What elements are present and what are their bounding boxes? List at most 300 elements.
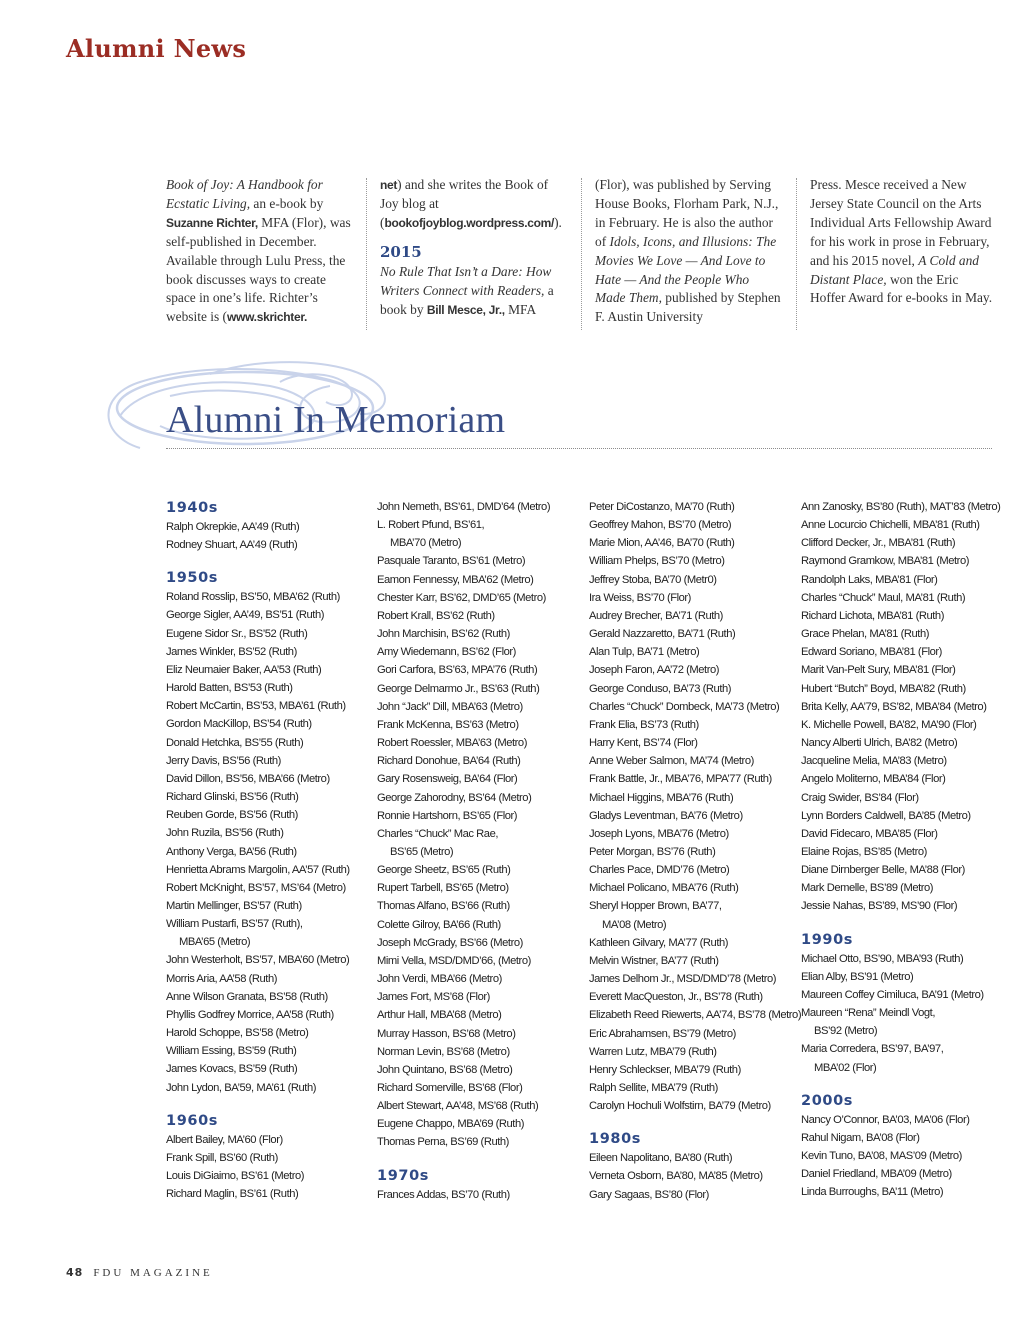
entry-text: Eugene Chappo, MBA’69 (Ruth) xyxy=(377,1118,525,1131)
entry-text: Maureen Coffey Cimiluca, BA’91 (Metro) xyxy=(801,988,984,1001)
memoriam-entry xyxy=(589,752,789,770)
memoriam-entry xyxy=(377,807,577,825)
entry-text: Gordon MacKillop, BS’54 (Ruth) xyxy=(166,718,312,731)
entry-text: Morris Aria, AA’58 (Ruth) xyxy=(166,972,278,985)
memoriam-entry xyxy=(377,1186,577,1204)
entry-text: Richard Lichota, MBA’81 (Ruth) xyxy=(801,609,944,622)
entry-text: Marie Mion, AA’46, BA’70 (Ruth) xyxy=(589,537,735,550)
memoriam-entry xyxy=(377,661,577,679)
memoriam-entry xyxy=(166,951,366,969)
entry-text: Elizabeth Reed Riewerts, AA’74, BS’78 (Metro) xyxy=(589,1009,802,1022)
news-column-3 xyxy=(595,176,781,327)
decade-heading: 1940s xyxy=(166,500,218,516)
entry-text: Martin Mellinger, BS’57 (Ruth) xyxy=(166,899,302,912)
memoriam-entry xyxy=(166,1024,366,1042)
memoriam-entry xyxy=(377,625,577,643)
memoriam-entry xyxy=(801,698,1001,716)
entry-text: Elaine Rojas, BS’85 (Metro) xyxy=(801,845,927,858)
entry-continuation: BS’92 (Metro) xyxy=(814,1025,878,1038)
entry-text: Rahul Nigam, BA’08 (Flor) xyxy=(801,1131,920,1144)
entry-text: Charles “Chuck” Maul, MA’81 (Ruth) xyxy=(801,591,966,604)
entry-text: Michael Policano, MBA’76 (Ruth) xyxy=(589,882,739,895)
memoriam-entry xyxy=(166,897,366,915)
memoriam-entry xyxy=(589,625,789,643)
memoriam-entry xyxy=(166,661,366,679)
memoriam-entry xyxy=(589,770,789,788)
entry-text: David Dillon, BS’56, MBA’66 (Metro) xyxy=(166,772,330,785)
page-footer xyxy=(66,1266,213,1279)
entry-text: Henry Schleckser, MBA’79 (Ruth) xyxy=(589,1063,741,1076)
entry-text: Edward Soriano, MBA’81 (Flor) xyxy=(801,646,942,659)
memoriam-entry xyxy=(589,789,789,807)
entry-text: John Marchisin, BS’62 (Ruth) xyxy=(377,628,510,641)
memoriam-entry xyxy=(801,879,1001,897)
memoriam-entry xyxy=(801,534,1001,552)
news-text: Press. Mesce received a New Jersey State Council on the Arts Individual Arts Fellowship Award for his work in prose in February, and his 2015 novel, xyxy=(810,177,992,268)
entry-text: Peter DiCostanzo, MA’70 (Ruth) xyxy=(589,501,735,513)
entry-text: Rupert Tarbell, BS’65 (Metro) xyxy=(377,882,509,895)
memoriam-title: Alumni In Memoriam xyxy=(166,399,506,441)
entry-text: Anne Locurcio Chichelli, MBA’81 (Ruth) xyxy=(801,519,980,532)
memoriam-column-3 xyxy=(589,498,802,1204)
entry-text: Mark Demelle, BS’89 (Metro) xyxy=(801,882,934,895)
news-text: MFA xyxy=(504,301,537,317)
news-column-4 xyxy=(810,176,996,308)
entry-text: Melvin Wistner, BA’77 (Ruth) xyxy=(589,954,719,967)
memoriam-entry xyxy=(801,825,1001,843)
memoriam-entry xyxy=(166,752,366,770)
memoriam-entry xyxy=(166,770,366,788)
memoriam-entry xyxy=(801,1183,1001,1201)
entry-text: Chester Karr, BS’62, DMD’65 (Metro) xyxy=(377,591,546,604)
entry-text: Murray Hasson, BS’68 (Metro) xyxy=(377,1027,516,1040)
memoriam-entry xyxy=(166,518,366,536)
entry-text: Raymond Gramkow, MBA’81 (Metro) xyxy=(801,555,969,568)
alumni-name: Bill Mesce, Jr., xyxy=(426,302,505,317)
entry-text: Eric Abrahamsen, BS’79 (Metro) xyxy=(589,1027,736,1040)
entry-text: Nancy Alberti Ulrich, BA’82 (Metro) xyxy=(801,737,958,750)
entry-text: Grace Phelan, MA’81 (Ruth) xyxy=(801,628,929,641)
entry-text: Robert McCartin, BS’53, MBA’61 (Ruth) xyxy=(166,700,346,713)
memoriam-entry xyxy=(589,1097,789,1115)
memoriam-entry xyxy=(589,1149,789,1167)
memoriam-entry xyxy=(166,915,366,951)
memoriam-entry xyxy=(377,1025,577,1043)
entry-text: Colette Gilroy, BA’66 (Ruth) xyxy=(377,918,501,931)
decade-heading: 1980s xyxy=(589,1131,641,1148)
memoriam-entry xyxy=(801,897,1001,915)
memoriam-entry xyxy=(166,1185,366,1203)
memoriam-entry xyxy=(166,588,366,606)
memoriam-entry xyxy=(801,607,1001,625)
book-title: No Rule That Isn’t a Dare: How Writers Connect with Readers, xyxy=(380,263,552,298)
memoriam-entry xyxy=(801,1111,1001,1129)
entry-text: Jacqueline Melia, MA’83 (Metro) xyxy=(801,755,947,768)
decade-heading: 1960s xyxy=(166,1112,218,1129)
memoriam-entry xyxy=(801,789,1001,807)
column-divider xyxy=(581,178,582,330)
entry-text: Marit Van-Pelt Sury, MBA’81 (Flor) xyxy=(801,664,956,677)
memoriam-entry xyxy=(801,716,1001,734)
title-rule xyxy=(166,448,992,449)
entry-text: Michael Otto, BS’90, MBA’93 (Ruth) xyxy=(801,952,964,965)
entry-text: Richard Somerville, BS’68 (Flor) xyxy=(377,1082,523,1094)
memoriam-entry xyxy=(166,970,366,988)
entry-continuation: MA’08 (Metro) xyxy=(602,918,667,931)
memoriam-entry xyxy=(589,734,789,752)
memoriam-entry xyxy=(166,843,366,861)
entry-text: Charles “Chuck” Mac Rae, xyxy=(377,827,499,840)
entry-text: Harry Kent, BS’74 (Flor) xyxy=(589,737,698,750)
memoriam-entry xyxy=(801,807,1001,825)
memoriam-entry xyxy=(589,607,789,625)
memoriam-entry xyxy=(166,806,366,824)
news-text: (Flor), was published by Serving House Books, Florham Park, N.J., in February. He is also the author of xyxy=(595,177,779,249)
entry-text: Audrey Brecher, BA’71 (Ruth) xyxy=(589,609,723,622)
memoriam-entry xyxy=(377,789,577,807)
memoriam-entry xyxy=(801,968,1001,986)
memoriam-entry xyxy=(589,534,789,552)
entry-text: Richard Maglin, BS’61 (Ruth) xyxy=(166,1188,299,1201)
entry-text: Ronnie Hartshorn, BS’65 (Flor) xyxy=(377,809,518,822)
memoriam-entry xyxy=(377,934,577,952)
memoriam-entry xyxy=(801,1165,1001,1183)
entry-continuation: MBA’02 (Flor) xyxy=(814,1061,877,1074)
book-title: Book of Joy: A Handbook for Ecstatic Living, xyxy=(166,177,323,211)
entry-text: Craig Swider, BS’84 (Flor) xyxy=(801,791,919,804)
entry-text: Robert Roessler, MBA’63 (Metro) xyxy=(377,737,527,750)
website-link[interactable]: www.skrichter. xyxy=(227,310,308,325)
entry-text: John Lydon, BA’59, MA’61 (Ruth) xyxy=(166,1081,317,1094)
memoriam-header xyxy=(100,356,1000,456)
magazine-name: FDU MAGAZINE xyxy=(93,1267,213,1279)
memoriam-entry xyxy=(377,1097,577,1115)
memoriam-entry xyxy=(377,1115,577,1133)
entry-text: John Nemeth, BS’61, DMD’64 (Metro) xyxy=(377,501,551,513)
memoriam-entry xyxy=(377,752,577,770)
memoriam-entry xyxy=(166,697,366,715)
memoriam-entry xyxy=(589,589,789,607)
entry-text: Phyllis Godfrey Morrice, AA’58 (Ruth) xyxy=(166,1008,334,1021)
entry-continuation: MBA’65 (Metro) xyxy=(179,936,251,949)
memoriam-entry xyxy=(589,988,789,1006)
memoriam-entry xyxy=(377,1043,577,1061)
year-heading: 2015 xyxy=(380,242,422,261)
entry-text: Jerry Davis, BS’56 (Ruth) xyxy=(166,754,281,767)
entry-text: Diane Dirnberger Belle, MA’88 (Flor) xyxy=(801,864,965,877)
memoriam-entry xyxy=(166,1167,366,1185)
entry-text: Joseph Lyons, MBA’76 (Metro) xyxy=(589,827,729,840)
entry-text: Reuben Gorde, BS’56 (Ruth) xyxy=(166,809,298,822)
entry-text: Thomas Perna, BS’69 (Ruth) xyxy=(377,1136,509,1149)
entry-text: Gary Sagaas, BS’80 (Flor) xyxy=(589,1188,709,1201)
entry-text: Kathleen Gilvary, MA’77 (Ruth) xyxy=(589,936,729,949)
memoriam-entry xyxy=(166,1079,366,1097)
entry-text: George Zahorodny, BS’64 (Metro) xyxy=(377,791,532,804)
entry-text: Henrietta Abrams Margolin, AA’57 (Ruth) xyxy=(166,863,350,876)
memoriam-entry xyxy=(801,1004,1001,1040)
entry-text: Randolph Laks, MBA’81 (Flor) xyxy=(801,573,938,586)
entry-text: Pasquale Taranto, BS’61 (Metro) xyxy=(377,555,526,568)
entry-text: Verneta Osborn, BA’80, MA’85 (Metro) xyxy=(589,1170,763,1183)
entry-text: George Sheetz, BS’65 (Ruth) xyxy=(377,864,511,877)
entry-text: John Westerholt, BS’57, MBA’60 (Metro) xyxy=(166,954,350,967)
news-text: an e-book by xyxy=(250,195,324,211)
entry-text: John Verdi, MBA’66 (Metro) xyxy=(377,973,502,986)
entry-text: Anne Wilson Granata, BS’58 (Ruth) xyxy=(166,990,328,1003)
entry-continuation: BS’65 (Metro) xyxy=(390,845,454,858)
entry-text: William Essing, BS’59 (Ruth) xyxy=(166,1045,297,1058)
entry-text: Robert Krall, BS’62 (Ruth) xyxy=(377,609,495,622)
memoriam-entry xyxy=(377,498,577,516)
memoriam-entry xyxy=(166,606,366,624)
alumni-news-columns xyxy=(0,176,1024,336)
entry-text: Linda Burroughs, BA’11 (Metro) xyxy=(801,1186,944,1199)
memoriam-entry xyxy=(166,824,366,842)
memoriam-entry xyxy=(377,734,577,752)
entry-text: Amy Wiedemann, BS’62 (Flor) xyxy=(377,646,516,659)
entry-text: Maria Corredera, BS’97, BA’97, xyxy=(801,1043,944,1056)
entry-text: James Winkler, BS’52 (Ruth) xyxy=(166,645,297,658)
entry-text: William Pustarfi, BS’57 (Ruth), xyxy=(166,918,303,931)
entry-text: Eamon Fennessy, MBA’62 (Metro) xyxy=(377,573,534,586)
memoriam-entry xyxy=(801,589,1001,607)
entry-text: George Sigler, AA’49, BS’51 (Ruth) xyxy=(166,609,324,622)
news-text: ) and she writes the Book of Joy blog at ( xyxy=(380,177,549,230)
entry-text: George Conduso, BA’73 (Ruth) xyxy=(589,682,732,695)
entry-text: Brita Kelly, AA’79, BS’82, MBA’84 (Metro) xyxy=(801,700,987,713)
entry-text: Frank Spill, BS’60 (Ruth) xyxy=(166,1151,278,1164)
entry-text: Daniel Friedland, MBA’09 (Metro) xyxy=(801,1168,952,1181)
memoriam-entry xyxy=(377,607,577,625)
entry-text: Carolyn Hochuli Wolfstirn, BA’79 (Metro) xyxy=(589,1100,771,1113)
memoriam-entry xyxy=(589,571,789,589)
website-link[interactable]: net xyxy=(380,178,398,192)
memoriam-entry xyxy=(589,970,789,988)
memoriam-entry xyxy=(801,752,1001,770)
memoriam-entry xyxy=(589,825,789,843)
memoriam-entry xyxy=(377,770,577,788)
memoriam-column-2 xyxy=(377,498,577,1204)
entry-text: John “Jack” Dill, MBA’63 (Metro) xyxy=(377,700,523,713)
entry-text: Kevin Tuno, BA’08, MAS’09 (Metro) xyxy=(801,1150,962,1162)
entry-text: Arthur Hall, MBA’68 (Metro) xyxy=(377,1009,502,1022)
memoriam-entry xyxy=(377,516,577,552)
memoriam-entry xyxy=(166,788,366,806)
memoriam-entry xyxy=(377,879,577,897)
memoriam-entry xyxy=(801,1147,1001,1165)
memoriam-entry xyxy=(377,589,577,607)
memoriam-entry xyxy=(589,1025,789,1043)
memoriam-entry xyxy=(377,1133,577,1151)
entry-text: L. Robert Pfund, BS’61, xyxy=(377,519,485,532)
entry-text: Thomas Alfano, BS’66 (Ruth) xyxy=(377,900,510,913)
entry-text: Frank Elia, BS’73 (Ruth) xyxy=(589,718,699,731)
memoriam-entry xyxy=(166,715,366,733)
entry-text: Geoffrey Mahon, BS’70 (Metro) xyxy=(589,519,732,532)
memoriam-entry xyxy=(801,625,1001,643)
entry-text: Frances Addas, BS’70 (Ruth) xyxy=(377,1188,510,1201)
entry-text: Anthony Verga, BA’56 (Ruth) xyxy=(166,845,297,858)
entry-text: Gary Rosensweig, BA’64 (Flor) xyxy=(377,773,518,786)
entry-text: Joseph Faron, AA’72 (Metro) xyxy=(589,664,720,677)
memoriam-entry xyxy=(589,934,789,952)
entry-text: Hubert “Butch” Boyd, MBA’82 (Ruth) xyxy=(801,682,966,695)
memoriam-entry xyxy=(166,861,366,879)
entry-text: George Delmarmo Jr., BS’63 (Ruth) xyxy=(377,682,540,695)
entry-text: James Delhom Jr., MSD/DMD’78 (Metro) xyxy=(589,973,777,986)
page-number: 48 xyxy=(66,1266,84,1279)
entry-text: James Fort, MS’68 (Flor) xyxy=(377,991,490,1004)
memoriam-entry xyxy=(801,516,1001,534)
memoriam-entry xyxy=(801,498,1001,516)
memoriam-entry xyxy=(589,516,789,534)
news-text: a book by xyxy=(380,282,554,317)
entry-text: Frank Battle, Jr., MBA’76, MPA’77 (Ruth) xyxy=(589,773,772,786)
memoriam-entry xyxy=(589,661,789,679)
entry-text: Eileen Napolitano, BA’80 (Ruth) xyxy=(589,1152,733,1165)
entry-text: Sheryl Hopper Brown, BA’77, xyxy=(589,900,722,913)
entry-text: Gladys Leventman, BA’76 (Metro) xyxy=(589,809,743,822)
entry-text: Frank McKenna, BS’63 (Metro) xyxy=(377,718,519,731)
memoriam-entry xyxy=(377,680,577,698)
entry-text: Ralph Sellite, MBA’79 (Ruth) xyxy=(589,1082,718,1094)
decade-heading: 1970s xyxy=(377,1167,429,1184)
entry-text: David Fidecaro, MBA’85 (Flor) xyxy=(801,827,938,840)
entry-text: Michael Higgins, MBA’76 (Ruth) xyxy=(589,791,734,804)
entry-text: Anne Weber Salmon, MA’74 (Metro) xyxy=(589,755,754,768)
memoriam-entry xyxy=(377,1079,577,1097)
memoriam-entry xyxy=(589,498,789,516)
entry-text: Everett MacQueston, Jr., BS’78 (Ruth) xyxy=(589,991,763,1004)
memoriam-entry xyxy=(589,879,789,897)
entry-text: Peter Morgan, BS’76 (Ruth) xyxy=(589,845,716,858)
memoriam-entry xyxy=(166,879,366,897)
entry-text: John Quintano, BS’68 (Metro) xyxy=(377,1063,513,1076)
decade-heading: 2000s xyxy=(801,1092,853,1109)
entry-text: Lynn Borders Caldwell, BA’85 (Metro) xyxy=(801,809,971,822)
entry-text: Jeffrey Stoba, BA’70 (Metr0) xyxy=(589,573,717,586)
memoriam-entry xyxy=(589,1186,789,1204)
entry-text: Albert Stewart, AA’48, MS’68 (Ruth) xyxy=(377,1100,539,1113)
news-text: ). xyxy=(554,214,562,230)
book-title: A Cold and Distant Place, xyxy=(810,252,979,287)
memoriam-entry xyxy=(166,734,366,752)
memoriam-entry xyxy=(589,680,789,698)
entry-text: Joseph McGrady, BS’66 (Metro) xyxy=(377,936,523,949)
memoriam-entry xyxy=(589,1043,789,1061)
memoriam-entry xyxy=(801,950,1001,968)
entry-text: Charles “Chuck” Dombeck, MA’73 (Metro) xyxy=(589,700,780,713)
memoriam-entry xyxy=(589,952,789,970)
decade-heading: 1990s xyxy=(801,931,853,948)
entry-text: Alan Tulp, BA’71 (Metro) xyxy=(589,646,700,659)
section-title: Alumni News xyxy=(66,34,247,63)
news-column-1 xyxy=(166,176,352,327)
entry-text: Donald Hetchka, BS’55 (Ruth) xyxy=(166,736,304,749)
decade-heading: 1950s xyxy=(166,570,218,587)
memoriam-entry xyxy=(377,571,577,589)
memoriam-entry xyxy=(166,679,366,697)
entry-text: Mimi Vella, MSD/DMD’66, (Metro) xyxy=(377,954,531,967)
column-divider xyxy=(796,178,797,330)
memoriam-entry xyxy=(589,716,789,734)
memoriam-entry xyxy=(377,897,577,915)
entry-text: Ann Zanosky, BS’80 (Ruth), MAT’83 (Metro) xyxy=(801,501,1001,513)
memoriam-entry xyxy=(801,661,1001,679)
entry-text: William Phelps, BS’70 (Metro) xyxy=(589,555,725,568)
memoriam-entry xyxy=(801,986,1001,1004)
memoriam-entry xyxy=(377,952,577,970)
memoriam-entry xyxy=(801,1040,1001,1076)
alumni-name: Suzanne Richter, xyxy=(166,215,258,230)
memoriam-entry xyxy=(166,625,366,643)
entry-text: Gori Carfora, BS’63, MPA’76 (Ruth) xyxy=(377,664,538,677)
news-text: published by Stephen F. Austin University xyxy=(595,290,781,325)
entry-text: Maureen “Rena” Meindl Vogt, xyxy=(801,1007,935,1020)
memoriam-entry xyxy=(801,734,1001,752)
memoriam-entry xyxy=(589,843,789,861)
memoriam-entry xyxy=(166,1060,366,1078)
entry-text: Charles Pace, DMD’76 (Metro) xyxy=(589,864,730,877)
memoriam-entry xyxy=(589,643,789,661)
entry-text: Eugene Sidor Sr., BS’52 (Ruth) xyxy=(166,627,308,640)
memoriam-entry xyxy=(589,552,789,570)
memoriam-entry xyxy=(377,1006,577,1024)
entry-text: K. Michelle Powell, BA’82, MA’90 (Flor) xyxy=(801,718,977,731)
memoriam-entry xyxy=(166,536,366,554)
memoriam-entry xyxy=(377,861,577,879)
entry-text: Ralph Okrepkie, AA’49 (Ruth) xyxy=(166,521,300,533)
news-text: MFA (Flor), was self-published in December. Available through Lulu Press, the book discusses ways to create space in one’s life. Richter’s website is ( xyxy=(166,214,351,325)
entry-text: Norman Levin, BS’68 (Metro) xyxy=(377,1045,510,1058)
memoriam-entry xyxy=(589,1006,802,1024)
column-divider xyxy=(366,178,367,330)
memoriam-column-1 xyxy=(166,498,366,1203)
memoriam-entry xyxy=(801,552,1001,570)
entry-text: Elian Alby, BS’91 (Metro) xyxy=(801,970,914,983)
memoriam-entry xyxy=(801,571,1001,589)
memoriam-entry xyxy=(589,897,789,933)
entry-text: Louis DiGiaimo, BS’61 (Metro) xyxy=(166,1170,305,1182)
memoriam-entry xyxy=(377,643,577,661)
entry-text: Robert McKnight, BS’57, MS’64 (Metro) xyxy=(166,881,346,894)
entry-text: Jessie Nahas, BS’89, MS’90 (Flor) xyxy=(801,900,958,913)
entry-text: Albert Bailey, MA’60 (Flor) xyxy=(166,1133,283,1146)
entry-text: Roland Rosslip, BS’50, MBA’62 (Ruth) xyxy=(166,591,340,604)
entry-text: Gerald Nazzaretto, BA’71 (Ruth) xyxy=(589,628,736,641)
entry-continuation: MBA’70 (Metro) xyxy=(390,537,462,550)
entry-text: Rodney Shuart, AA’49 (Ruth) xyxy=(166,539,298,552)
memoriam-entry xyxy=(589,1061,789,1079)
memoriam-entry xyxy=(166,643,366,661)
memoriam-entry xyxy=(377,716,577,734)
memoriam-entry xyxy=(801,643,1001,661)
memoriam-entry xyxy=(589,1167,789,1185)
blog-link[interactable]: bookofjoyblog.wordpress.com/ xyxy=(384,215,555,230)
memoriam-entry xyxy=(589,861,789,879)
entry-text: Nancy O’Connor, BA’03, MA’06 (Flor) xyxy=(801,1113,970,1126)
memoriam-entry xyxy=(377,698,577,716)
entry-text: Richard Glinski, BS’56 (Ruth) xyxy=(166,791,299,804)
memoriam-entry xyxy=(166,1131,366,1149)
memoriam-entry xyxy=(377,1061,577,1079)
memoriam-entry xyxy=(377,988,577,1006)
memoriam-entry xyxy=(801,770,1001,788)
memoriam-column-4 xyxy=(801,498,1001,1201)
entry-text: Angelo Moliterno, MBA’84 (Flor) xyxy=(801,773,946,786)
memoriam-entry xyxy=(589,698,789,716)
